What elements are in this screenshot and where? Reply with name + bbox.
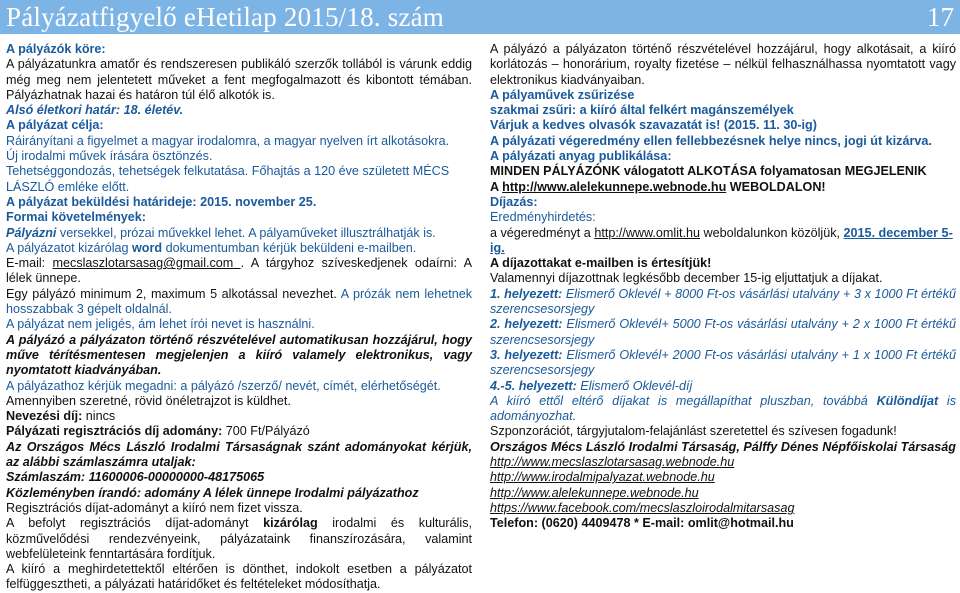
- goal-line: Ráirányítani a figyelmet a magyar irodalomra, a magyar nyelven írt alkotásokra.: [6, 133, 450, 148]
- jury-heading: A pályaművek zsűrizése: [490, 87, 635, 102]
- prize-3: [490, 348, 956, 379]
- word-text: A pályázatot kizárólag: [6, 240, 133, 255]
- goal-line-text: Tehetséggondozás, tehetségek felkutatása.: [6, 164, 249, 179]
- formal-text: A pályaműveket illusztrálhatják is.: [245, 225, 436, 240]
- participants-heading: A pályázók köre:: [6, 42, 106, 56]
- publish-heading: A pályázati anyag publikálása:: [490, 149, 672, 164]
- prize-text: Elismerő Oklevél+ 5000 Ft-os vásárlási utalvány + 2 x 1000 Ft értékű szerencsesorsjegy: [490, 317, 956, 347]
- prize-text: Elismerő Oklevél + 8000 Ft-os vásárlási utalvány + 3 x 1000 Ft értékű szerencsesorsjegy: [490, 286, 956, 317]
- goal-line: [6, 164, 472, 195]
- results-date: 2015. december 5-ig.: [490, 225, 953, 255]
- extra-emph: Különdíjat: [876, 393, 939, 408]
- account-number: Számlaszám: 11600006-00000000-48175065: [6, 470, 265, 485]
- data-line: Amennyiben szeretné, rövid önéletrajzot is küldhet.: [6, 393, 291, 408]
- publish-line: MINDEN PÁLYÁZÓNK válogatott ALKOTÁSA folyamatosan MEGJELENIK: [490, 164, 927, 179]
- prize-1: [490, 287, 956, 318]
- extra-prize: [490, 394, 956, 425]
- publish-text: WEBOLDALON!: [726, 179, 826, 194]
- deadline: A pályázat beküldési határideje: 2015. november 25.: [6, 194, 317, 209]
- fee-line: [6, 409, 472, 424]
- right-column: [490, 42, 956, 532]
- prize-label: 2. helyezett:: [490, 317, 563, 332]
- results-link[interactable]: http://www.omlit.hu: [594, 225, 701, 240]
- participants-text: A pályázatunkra amatőr és rendszeresen publikáló szerzők tollából is várunk eddig még meg nem jelentetett műveket a fent megfogalmazott és kibontott témában. Pályázhatnak hazai és határon túl élő alkotók is.: [6, 57, 472, 102]
- formal-line: [6, 226, 472, 241]
- org-link[interactable]: http://www.alelekunnepe.webnode.hu: [490, 485, 699, 500]
- left-column: [6, 42, 472, 593]
- limit-line: [6, 287, 472, 318]
- facebook-link[interactable]: https://www.facebook.com/mecslaszloirodalmitarsasag: [490, 500, 795, 515]
- word-line: [6, 241, 472, 256]
- rights-text: A kiíró a meghirdetettektől eltérően is dönthet, indokolt esetben a pályázatot felfüggesztheti, a pályázati határidőket és feltételeket módosíthatja.: [6, 562, 472, 592]
- results-text: weboldalunkon közöljük,: [700, 225, 844, 240]
- org-link[interactable]: http://www.mecslaszlotarsasag.webnode.hu: [490, 455, 735, 470]
- donation-line: [6, 424, 472, 439]
- page-number: 17: [927, 1, 954, 32]
- usage-text: A pályázó a pályázaton történő részvételével hozzájárul, hogy alkotásait, a kiíró korlátozás – honorárium, royalty fizetése – nélkül felhasználhassa nyomtatott vagy elektronikus kiadványaiban.: [490, 42, 956, 87]
- limit-text: A prózák nem lehetnek hosszabbak 3 gépelt oldalnál.: [6, 286, 473, 317]
- donation-value: 700 Ft/Pályázó: [222, 424, 310, 439]
- email-label: E-mail:: [6, 256, 53, 271]
- prizes-heading: Díjazás:: [490, 194, 538, 209]
- email-link[interactable]: mecslaszlotarsasag@gmail.com: [52, 256, 241, 271]
- notify-line: A díjazottakat e-mailben is értesítjük!: [490, 256, 712, 271]
- extra-text: A kiíró ettől eltérő díjakat is megállapíthat pluszban, továbbá: [490, 393, 877, 408]
- organizer: Országos Mécs László Irodalmi Társaság, Pálffy Dénes Népfőiskolai Társaság: [490, 439, 956, 454]
- memo: Közleményben írandó: adomány A lélek ünnepe Irodalmi pályázathoz: [6, 485, 419, 500]
- page-title: Pályázatfigyelő eHetilap 2015/18. szám: [6, 1, 444, 32]
- word-text: dokumentumban kérjük beküldeni e-mailben.: [162, 240, 417, 255]
- prize-text: Elismerő Oklevél+ 2000 Ft-os vásárlási utalvány + 1 x 1000 Ft értékű szerencsesorsjegy: [490, 347, 956, 378]
- gift-emph: kizárólag: [263, 516, 318, 531]
- results-text: a végeredményt a: [490, 225, 595, 240]
- data-line: A pályázathoz kérjük megadni: a pályázó /szerző/ nevét, címét, elérhetőségét.: [6, 378, 441, 393]
- formal-heading: Formai követelmények:: [6, 210, 146, 225]
- consent-text: A pályázó a pályázaton történő részvételével automatikusan hozzájárul, hogy műve térítésmentesen megjelenjen a kiíró valamely elektronikus, vagy nyomtatott kiadványában.: [6, 332, 472, 378]
- prize-label: 3. helyezett:: [490, 347, 563, 362]
- publish-line: [490, 180, 956, 195]
- notify-note: Valamennyi díjazottnak legkésőbb december 15-ig eljuttatjuk a díjakat.: [490, 271, 883, 286]
- goal-line: Új irodalmi művek írására ösztönzés.: [6, 149, 213, 164]
- publish-link[interactable]: http://www.alelekunnepe.webnode.hu: [502, 179, 727, 194]
- fee-label: Nevezési díj:: [6, 409, 83, 424]
- extra-text: is adományozhat.: [490, 393, 957, 424]
- gift-text: A befolyt regisztrációs díjat-adományt: [6, 516, 264, 531]
- gift-text: irodalmi és kulturális, közművelődési rendezvényeink, pályázataink finanszírozására, valamint webfelületeink fenntartására fordítjuk.: [6, 516, 472, 561]
- gift-line: [6, 516, 472, 562]
- org-link[interactable]: http://www.irodalmipalyazat.webnode.hu: [490, 470, 715, 485]
- age-limit: Alsó életkori határ: 18. életév.: [6, 103, 184, 118]
- results-heading: Eredményhirdetés:: [490, 210, 596, 225]
- pseudonym-line: A pályázat nem jeligés, ám lehet írói nevet is használni.: [6, 317, 315, 332]
- prize-4-5: [490, 379, 956, 394]
- goal-line-text: Főhajtás a 120 éve született MÉCS LÁSZLÓ emléke előtt.: [6, 164, 450, 194]
- results-line: [490, 226, 956, 257]
- prize-2: [490, 317, 956, 348]
- account-text: Az Országos Mécs László Irodalmi Társaságnak szánt adományokat kérjük, az alábbi számlaszámra utaljak:: [6, 439, 472, 470]
- page-header: [0, 0, 960, 34]
- donation-label: Pályázati regisztrációs díj adomány:: [6, 424, 223, 439]
- memo-note: Regisztrációs díjat-adományt a kiíró nem fizet vissza.: [6, 500, 303, 515]
- prize-label: 1. helyezett:: [490, 286, 563, 301]
- fee-value: nincs: [82, 409, 116, 424]
- formal-emph: Pályázni: [6, 225, 57, 240]
- sponsor-line: Szponzorációt, tárgyjutalom-felajánlást szeretettel és szívesen fogadunk!: [490, 424, 897, 439]
- email-line: [6, 256, 472, 287]
- limit-text: Egy pályázó minimum 2, maximum 5 alkotással nevezhet.: [6, 286, 337, 301]
- prize-label: 4.-5. helyezett:: [490, 378, 577, 393]
- jury-line: Várjuk a kedves olvasók szavazatát is! (2015. 11. 30-ig): [490, 118, 817, 133]
- word-emph: word: [132, 240, 163, 255]
- formal-text: versekkel, prózai művekkel lehet.: [56, 225, 246, 240]
- email-after: . A tárgyhoz szíveskedjenek odaírni: A lélek ünnepe.: [6, 256, 472, 286]
- goal-heading: A pályázat célja:: [6, 118, 104, 133]
- jury-line: szakmai zsűri: a kiíró által felkért magánszemélyek: [490, 103, 794, 118]
- jury-line: A pályázati végeredmény ellen fellebbezésnek helye nincs, jogi út kizárva.: [490, 133, 932, 148]
- publish-text: A: [490, 179, 503, 194]
- contact-line: Telefon: (0620) 4409478 * E-mail: omlit@hotmail.hu: [490, 516, 794, 531]
- prize-text: Elismerő Oklevél-díj: [576, 378, 693, 393]
